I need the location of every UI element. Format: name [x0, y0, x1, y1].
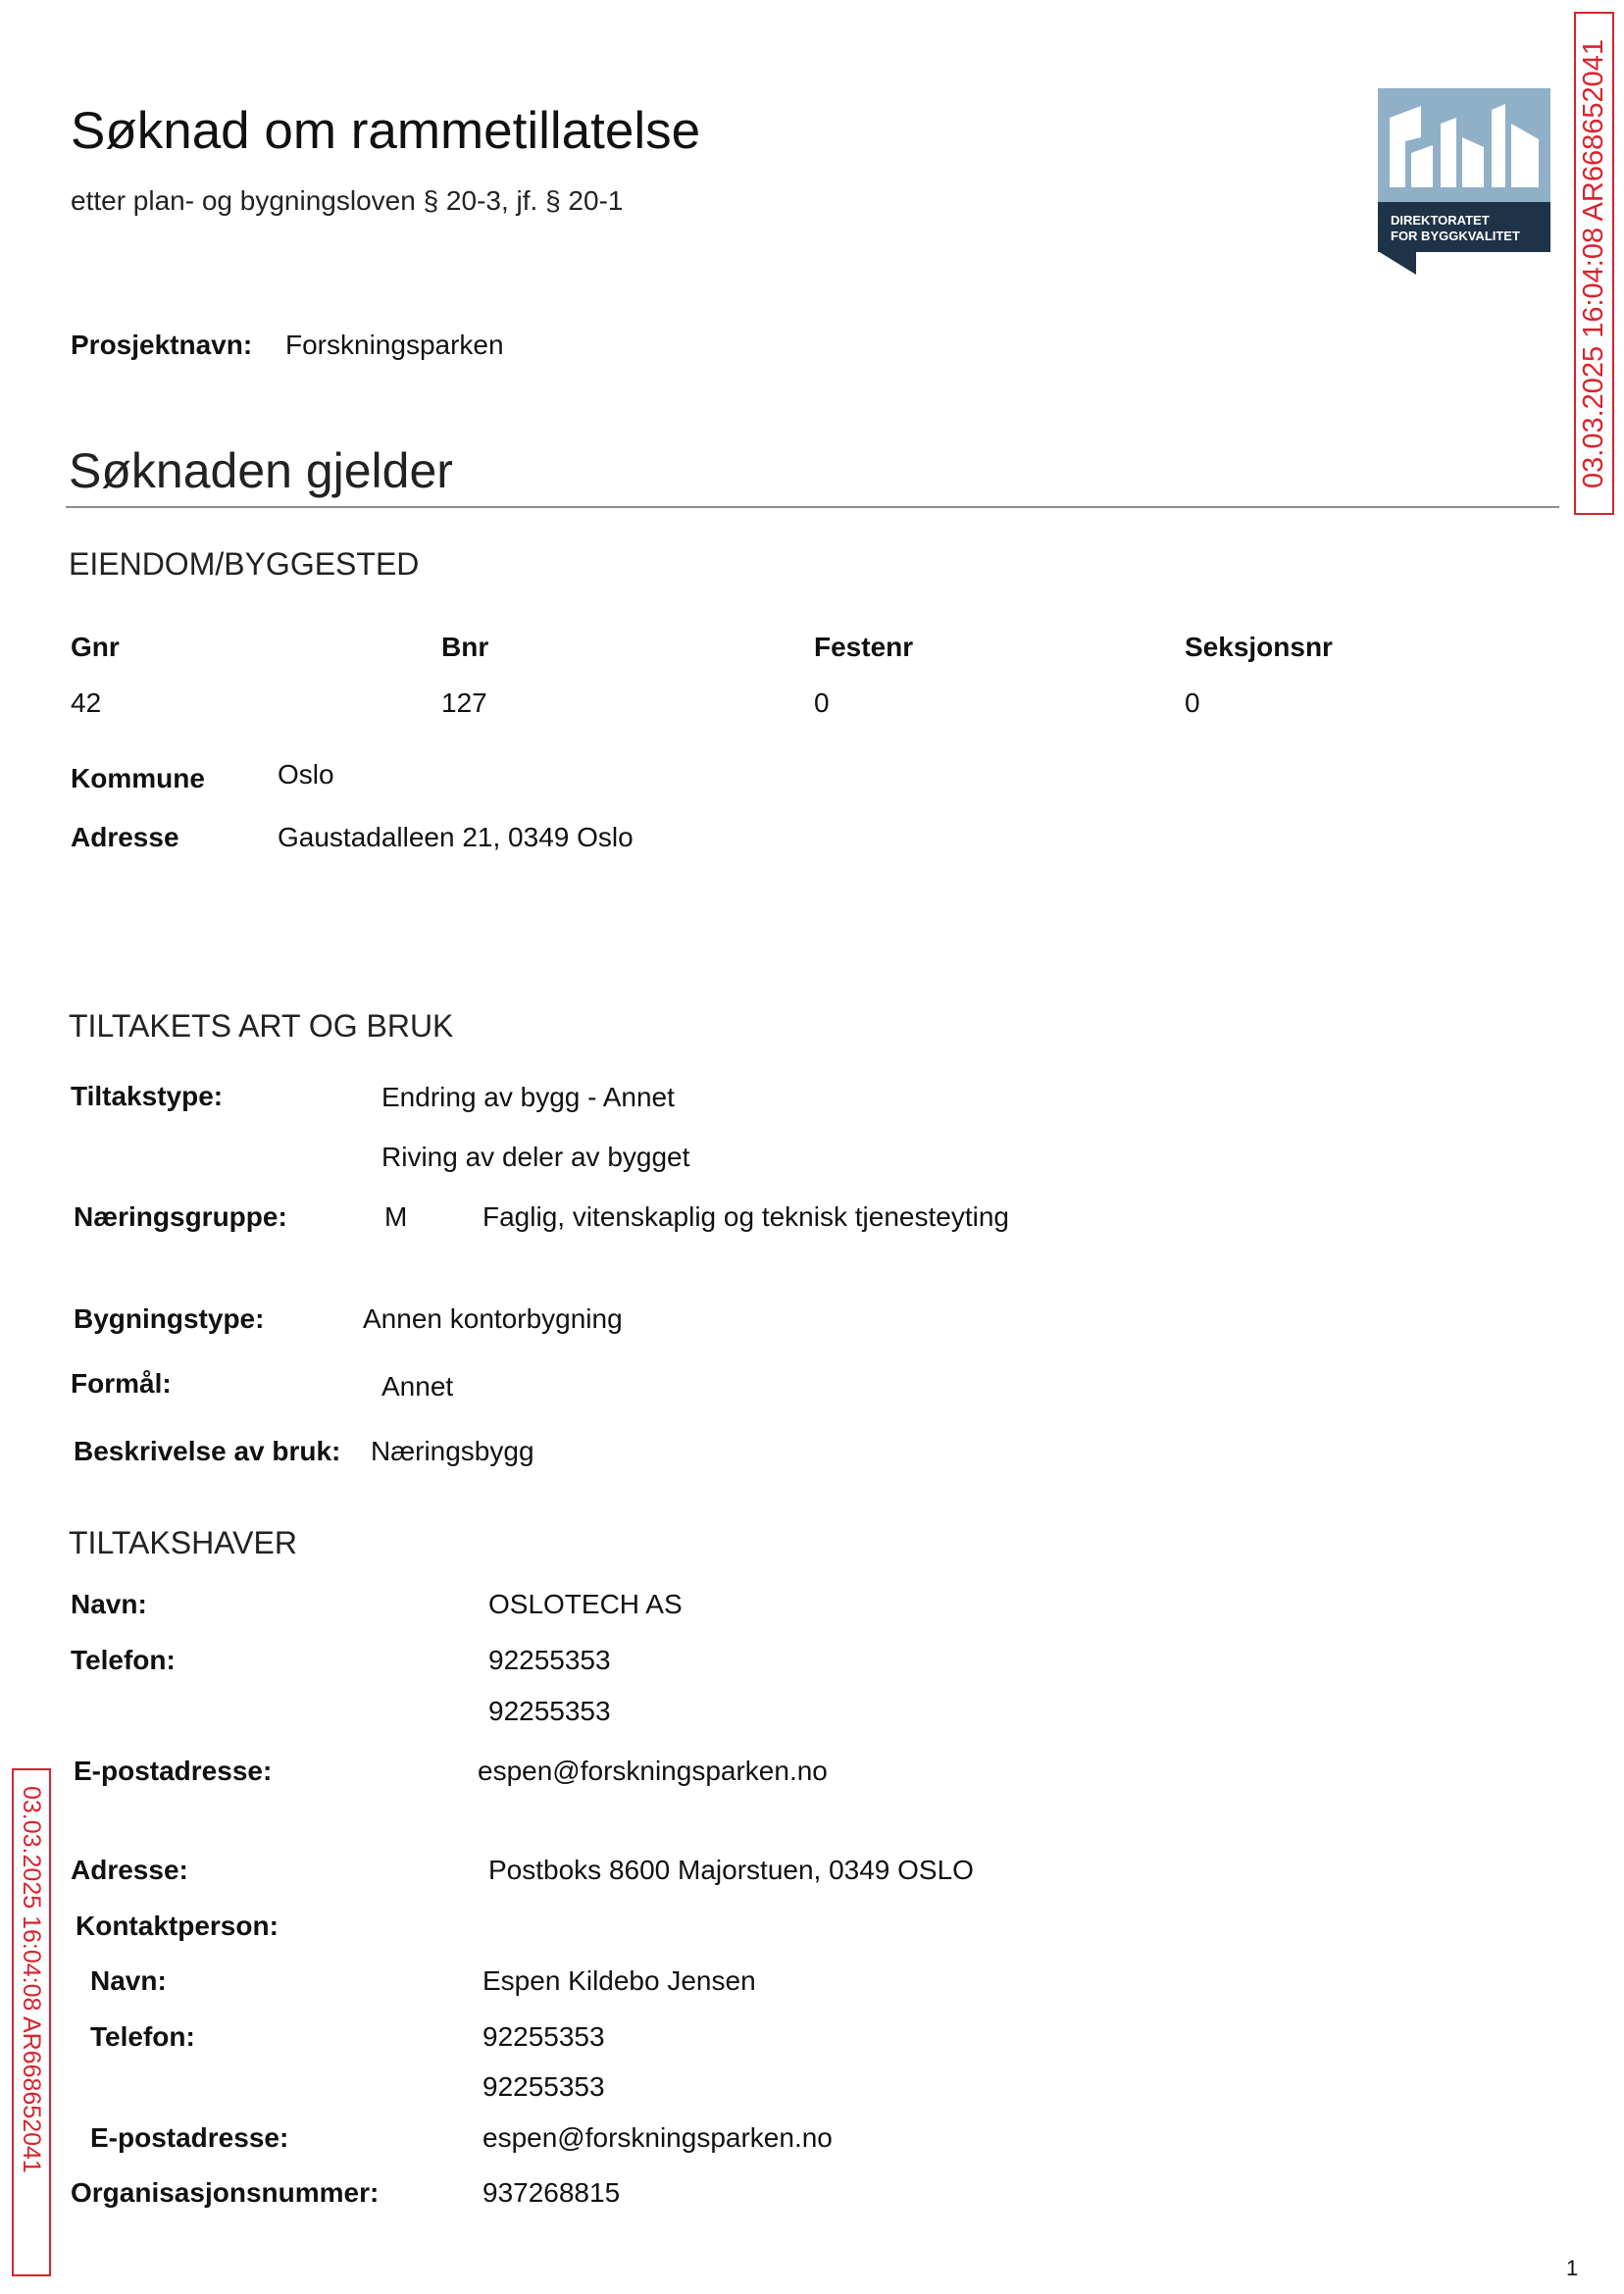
timestamp-stamp-text: 03.03.2025 16:04:08 AR668652041: [18, 1786, 45, 2173]
municipality-label: Kommune: [71, 763, 205, 793]
contact-phone-label: Telefon:: [90, 2021, 195, 2052]
applicant-phone-value: 92255353: [488, 1645, 611, 1675]
applicant-email-value: espen@forskningsparken.no: [478, 1756, 828, 1786]
seksjonsnr-value: 0: [1185, 688, 1200, 718]
purpose-value: Annet: [381, 1371, 454, 1402]
applicant-phone-value: 92255353: [488, 1696, 611, 1726]
property-section-heading: EIENDOM/BYGGESTED: [69, 546, 420, 582]
applicant-name-value: OSLOTECH AS: [488, 1589, 683, 1619]
contact-phone-value: 92255353: [482, 2021, 605, 2052]
applicant-address-value: Postboks 8600 Majorstuen, 0349 OSLO: [488, 1855, 974, 1885]
document-subtitle: etter plan- og bygningsloven § 20-3, jf. § 20-1: [71, 185, 624, 216]
applicant-email-label: E-postadresse:: [74, 1756, 273, 1786]
usage-description-value: Næringsbygg: [371, 1436, 534, 1466]
applicant-name-label: Navn:: [71, 1589, 147, 1619]
municipality-value: Oslo: [278, 759, 334, 790]
gnr-value: 42: [71, 688, 102, 718]
measure-type-label: Tiltakstype:: [71, 1081, 224, 1111]
contact-email-label: E-postadresse:: [90, 2122, 289, 2153]
industry-group-label: Næringsgruppe:: [74, 1201, 287, 1232]
org-number-value: 937268815: [482, 2177, 621, 2208]
document-title: Søknad om rammetillatelse: [71, 102, 701, 160]
bnr-value: 127: [441, 688, 487, 718]
building-type-value: Annen kontorbygning: [363, 1303, 623, 1334]
logo-text-line2: FOR BYGGKVALITET: [1391, 229, 1520, 243]
festenr-value: 0: [814, 688, 830, 718]
logo-flag: [1378, 251, 1416, 275]
gnr-label: Gnr: [71, 632, 120, 662]
application-heading: Søknaden gjelder: [69, 443, 453, 498]
industry-group-code: M: [384, 1201, 408, 1232]
project-name-value: Forskningsparken: [285, 330, 504, 360]
org-number-label: Organisasjonsnummer:: [71, 2177, 380, 2208]
measure-type-value: Endring av bygg - Annet: [381, 1082, 675, 1112]
measure-type-value: Riving av deler av bygget: [381, 1142, 690, 1172]
contact-email-value: espen@forskningsparken.no: [482, 2122, 833, 2153]
property-address-value: Gaustadalleen 21, 0349 Oslo: [278, 822, 634, 852]
page-number: 1: [1566, 2256, 1579, 2280]
applicant-address-label: Adresse:: [71, 1855, 188, 1885]
contact-name-value: Espen Kildebo Jensen: [482, 1965, 756, 1996]
timestamp-stamp-left: [12, 1768, 51, 2276]
timestamp-stamp-right: [1574, 12, 1614, 515]
festenr-label: Festenr: [814, 632, 914, 662]
contact-phone-value: 92255353: [482, 2071, 605, 2102]
seksjonsnr-label: Seksjonsnr: [1185, 632, 1333, 662]
industry-group-description: Faglig, vitenskaplig og teknisk tjenesteyting: [482, 1201, 1009, 1232]
timestamp-stamp-text: 03.03.2025 16:04:08 AR668652041: [1578, 38, 1609, 488]
dibk-logo: [1378, 88, 1550, 275]
building-type-label: Bygningstype:: [74, 1303, 265, 1334]
project-name-label: Prosjektnavn:: [71, 330, 253, 360]
usage-description-label: Beskrivelse av bruk:: [74, 1436, 341, 1466]
applicant-section-heading: TILTAKSHAVER: [69, 1525, 297, 1560]
property-address-label: Adresse: [71, 822, 179, 852]
measure-section-heading: TILTAKETS ART OG BRUK: [69, 1008, 454, 1044]
contact-name-label: Navn:: [90, 1965, 167, 1996]
logo-text-line1: DIREKTORATET: [1391, 213, 1490, 228]
heading-divider: [66, 506, 1559, 508]
contact-person-label: Kontaktperson:: [76, 1911, 279, 1941]
purpose-label: Formål:: [71, 1368, 172, 1399]
applicant-phone-label: Telefon:: [71, 1645, 176, 1675]
bnr-label: Bnr: [441, 632, 489, 662]
